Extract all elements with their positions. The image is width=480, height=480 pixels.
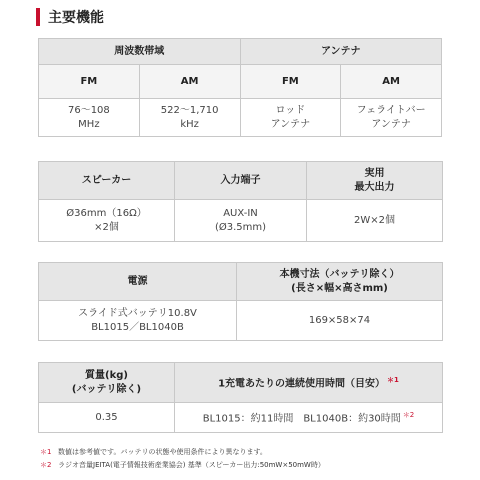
section-heading bbox=[36, 8, 104, 26]
footnote-2 bbox=[40, 459, 460, 472]
value-max-output: 2W×2個 bbox=[307, 200, 443, 242]
value-input-terminal: AUX-IN (Ø3.5mm) bbox=[175, 200, 307, 242]
value-fm-frequency: 76～108 MHz bbox=[39, 99, 140, 137]
value-power: スライド式バッテリ10.8V BL1015／BL1040B bbox=[39, 301, 237, 341]
subheader-fm-frequency: FM bbox=[39, 65, 140, 99]
header-power: 電源 bbox=[39, 263, 237, 301]
value-fm-antenna: ロッド アンテナ bbox=[240, 99, 341, 137]
frequency-antenna-table bbox=[38, 38, 442, 137]
header-mass: 質量(kg) (バッテリ除く) bbox=[39, 363, 175, 403]
header-runtime bbox=[175, 363, 443, 403]
subheader-am-antenna: AM bbox=[341, 65, 442, 99]
value-runtime-note-mark: ＊2 bbox=[402, 411, 415, 420]
header-antenna: アンテナ bbox=[240, 39, 442, 65]
subheader-fm-antenna: FM bbox=[240, 65, 341, 99]
header-input-terminal: 入力端子 bbox=[175, 162, 307, 200]
heading-accent-bar bbox=[36, 8, 40, 26]
value-am-frequency: 522～1,710 kHz bbox=[139, 99, 240, 137]
heading-title: 主要機能 bbox=[48, 10, 104, 26]
header-frequency-band: 周波数帯域 bbox=[39, 39, 241, 65]
value-dimensions: 169×58×74 bbox=[237, 301, 443, 341]
value-runtime-text: BL1015：約11時間 BL1040B：約30時間 bbox=[202, 413, 401, 425]
power-dimensions-table bbox=[38, 262, 443, 341]
speaker-input-output-table bbox=[38, 161, 443, 242]
header-runtime-note-mark: ＊1 bbox=[387, 376, 399, 385]
value-am-antenna: フェライトバー アンテナ bbox=[341, 99, 442, 137]
footnote-2-text: ラジオ音量JEITA(電子情報技術産業協会) 基準（スピーカー出力:50mW×50mW時） bbox=[58, 461, 325, 469]
value-runtime bbox=[175, 403, 443, 433]
footnote-1-mark: ＊1 bbox=[40, 448, 52, 456]
header-speaker: スピーカー bbox=[39, 162, 175, 200]
subheader-am-frequency: AM bbox=[139, 65, 240, 99]
footnote-2-mark: ＊2 bbox=[40, 461, 52, 469]
value-mass: 0.35 bbox=[39, 403, 175, 433]
footnotes bbox=[40, 446, 460, 472]
mass-runtime-table bbox=[38, 362, 443, 433]
header-runtime-label: 1充電あたりの連続使用時間（目安） bbox=[218, 378, 386, 390]
footnote-1 bbox=[40, 446, 460, 459]
footnote-1-text: 数値は参考値です。バッテリの状態や使用条件により異なります。 bbox=[58, 448, 267, 456]
header-dimensions: 本機寸法（バッテリ除く） (長さ×幅×高さmm) bbox=[237, 263, 443, 301]
header-max-output: 実用 最大出力 bbox=[307, 162, 443, 200]
value-speaker: Ø36mm（16Ω） ×2個 bbox=[39, 200, 175, 242]
